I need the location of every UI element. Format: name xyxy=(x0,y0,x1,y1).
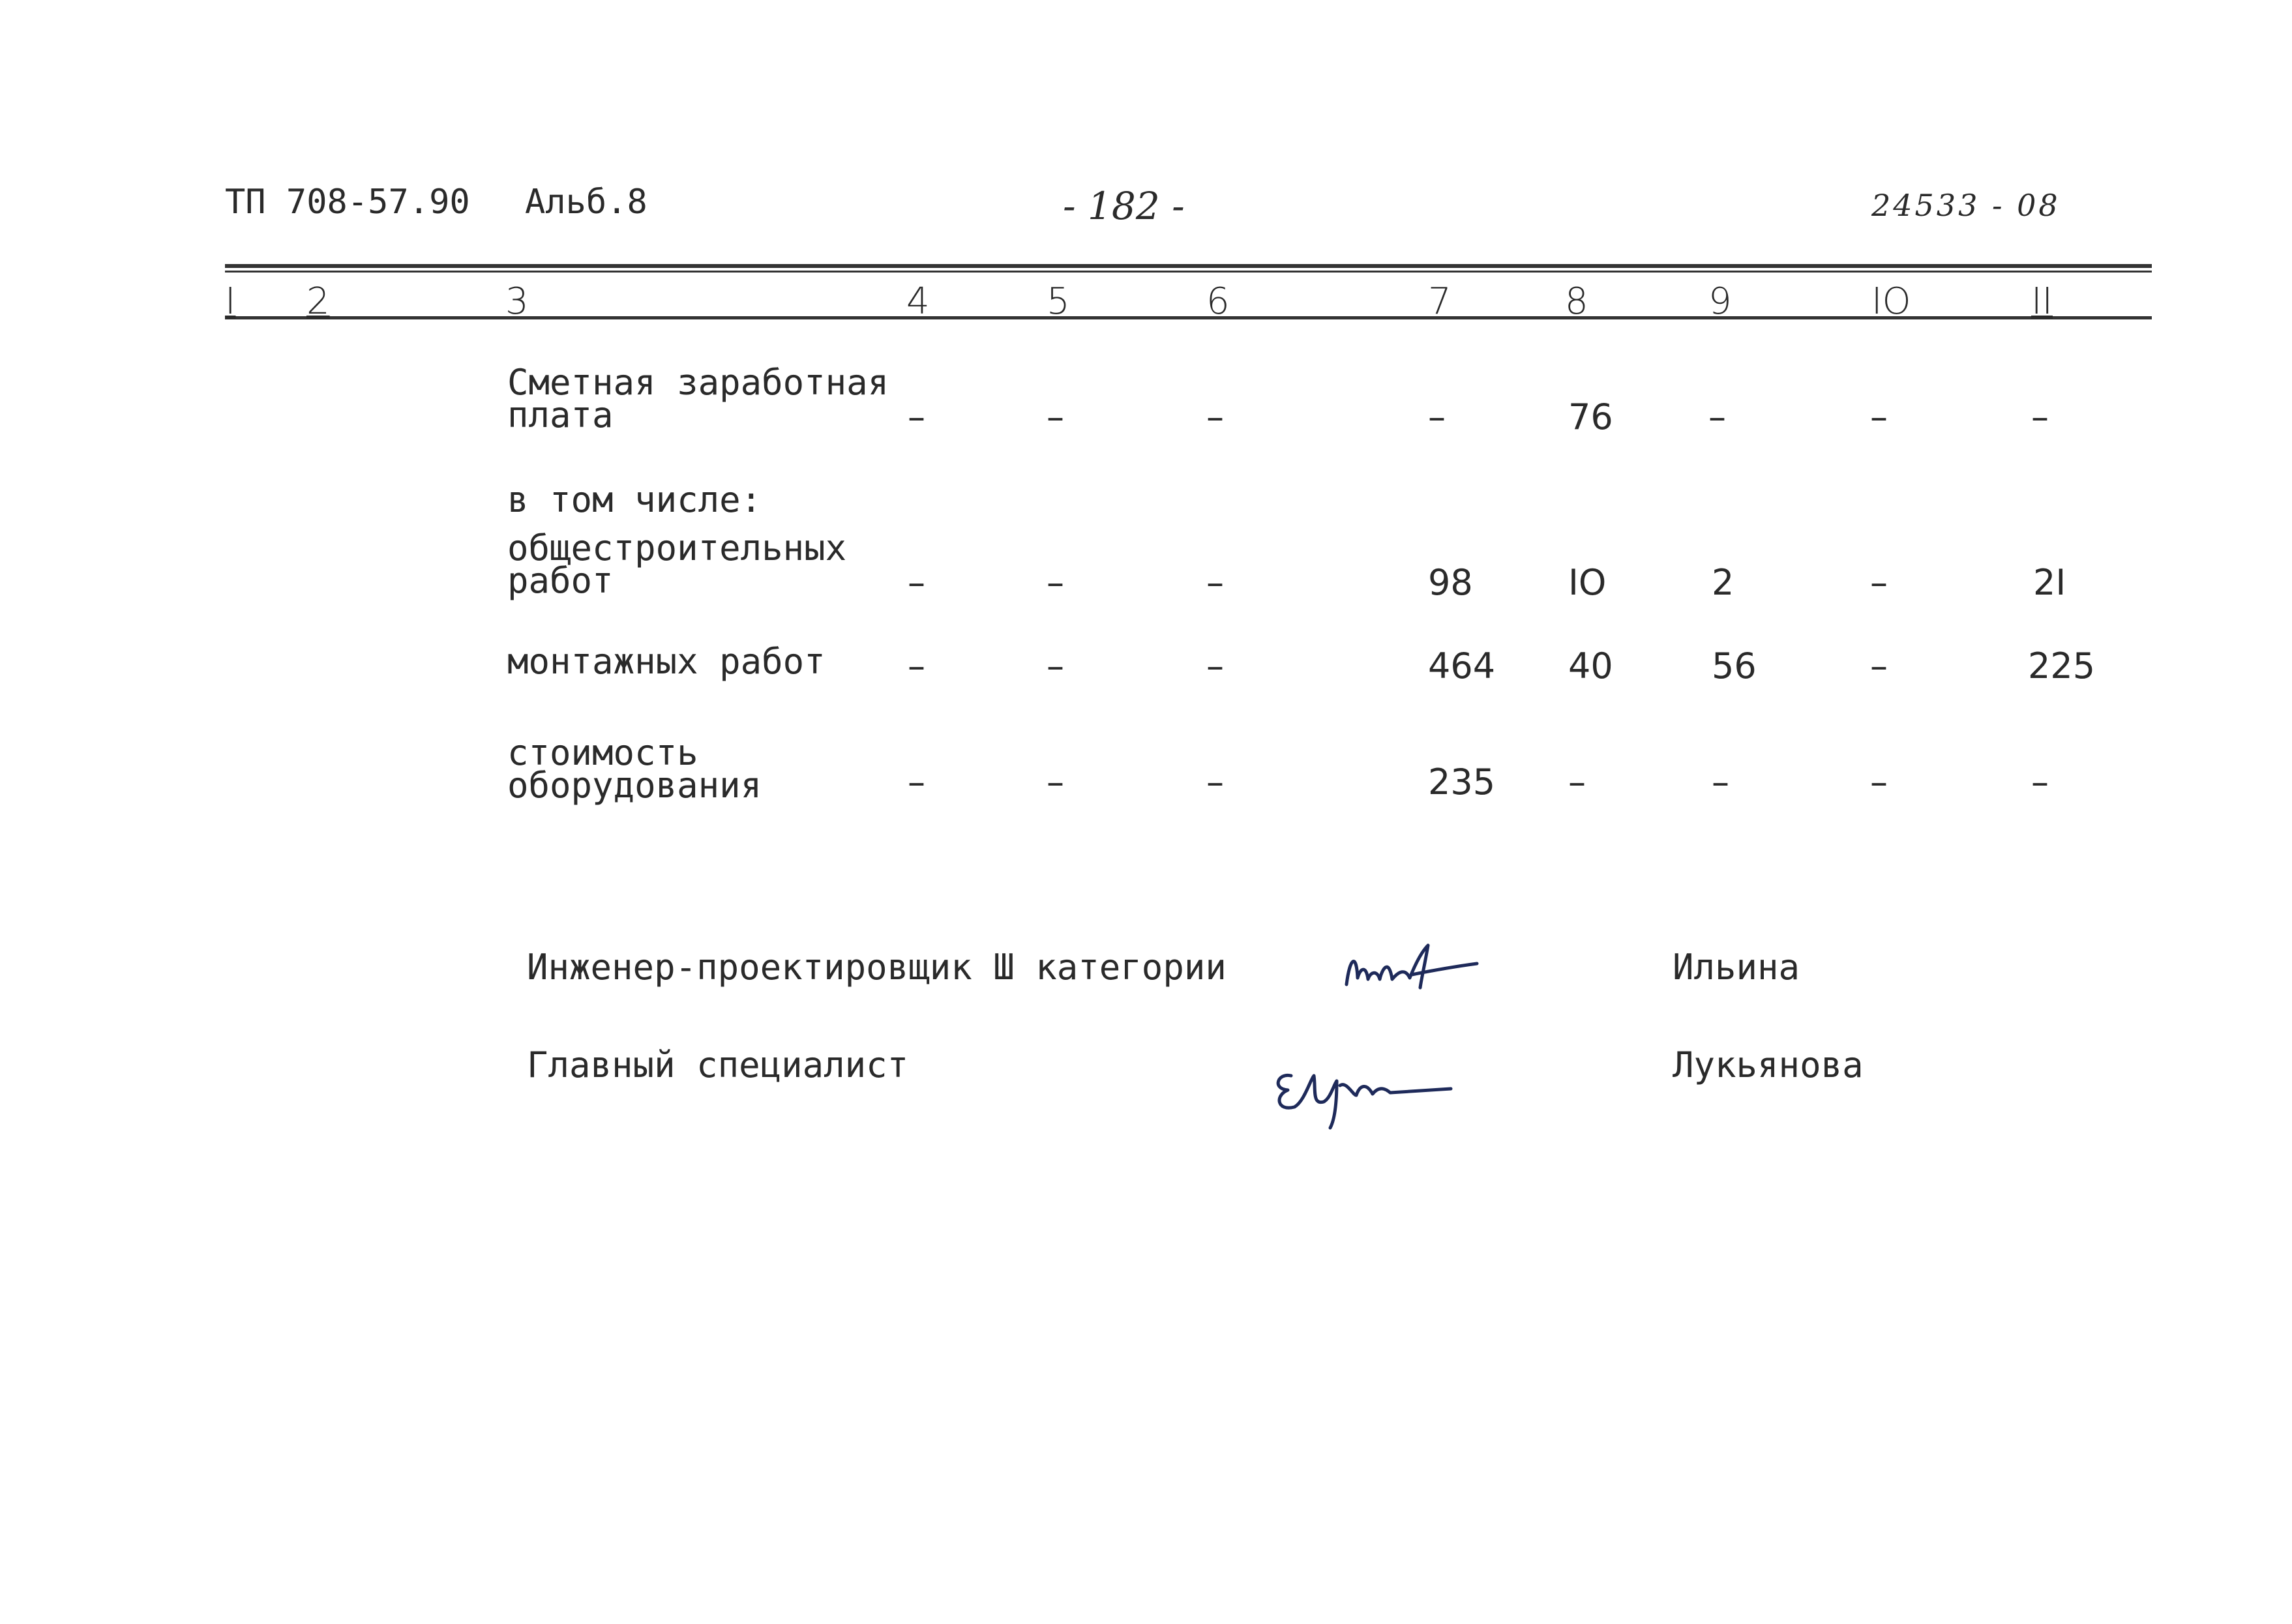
table-top-rule xyxy=(225,264,2152,268)
column-number-7: 7 xyxy=(1428,280,1451,323)
row-label-line: монтажных работ xyxy=(507,641,826,682)
column-number-2: 2 xyxy=(306,280,330,323)
cell: – xyxy=(1708,396,1726,437)
cell: – xyxy=(1047,645,1064,687)
row-label-equipment-cost xyxy=(507,732,762,806)
cell: – xyxy=(1870,562,1888,603)
cell: – xyxy=(1568,761,1586,803)
cell: – xyxy=(1870,645,1888,687)
signatory-title-engineer: Инженер-проектировщик Ш категории xyxy=(527,947,1227,988)
cell: – xyxy=(908,396,925,437)
cell: 464 xyxy=(1428,645,1496,687)
row-label-line: оборудования xyxy=(507,765,762,806)
row-label-line: работ xyxy=(507,560,614,601)
cell: – xyxy=(1047,396,1064,437)
cell: – xyxy=(1047,761,1064,803)
row-label-installation xyxy=(507,641,826,682)
cell: – xyxy=(1870,761,1888,803)
row-label-estimated-wages xyxy=(507,362,889,436)
cell: – xyxy=(2031,761,2049,803)
column-number-3: 3 xyxy=(505,280,529,323)
row-label-general-construction xyxy=(507,527,847,601)
cell: 40 xyxy=(1568,645,1613,687)
row-label-line: плата xyxy=(507,394,614,436)
row-label-line: Сметная заработная xyxy=(507,362,889,403)
row-label-line: стоимость xyxy=(507,732,698,773)
handwritten-signature-icon xyxy=(1265,1050,1454,1134)
column-number-10: IO xyxy=(1871,280,1911,323)
column-number-9: 9 xyxy=(1708,280,1732,323)
column-number-4: 4 xyxy=(906,280,930,323)
handwritten-signature-icon xyxy=(1337,932,1487,1004)
cell: 98 xyxy=(1428,562,1473,603)
cell: 225 xyxy=(2028,645,2096,687)
column-number-8: 8 xyxy=(1565,280,1588,323)
cell: 235 xyxy=(1428,761,1496,803)
cell: – xyxy=(908,645,925,687)
column-number-6: 6 xyxy=(1206,280,1230,323)
cell: – xyxy=(1206,645,1224,687)
signatory-name-engineer: Ильина xyxy=(1673,947,1800,988)
table-top-rule-thin xyxy=(225,271,2152,273)
cell: – xyxy=(1428,396,1446,437)
cell: – xyxy=(1047,562,1064,603)
cell: – xyxy=(1712,761,1729,803)
cell: – xyxy=(1206,562,1224,603)
cell: 2I xyxy=(2033,562,2066,603)
doc-reference: ТП 708-57.90 xyxy=(225,183,470,222)
cell: IO xyxy=(1568,562,1607,603)
cell: – xyxy=(908,761,925,803)
signatory-name-chief-specialist: Лукьянова xyxy=(1673,1044,1864,1085)
row-label-including xyxy=(507,479,762,520)
cell: – xyxy=(1870,396,1888,437)
row-label-line: в том числе: xyxy=(507,479,762,520)
signatory-title-chief-specialist: Главный специалист xyxy=(527,1044,909,1085)
column-number-5: 5 xyxy=(1047,280,1070,323)
cell: – xyxy=(1206,761,1224,803)
cell: – xyxy=(908,562,925,603)
cell: 2 xyxy=(1712,562,1734,603)
column-number-11: II xyxy=(2031,280,2053,323)
cell: 76 xyxy=(1568,396,1613,437)
row-label-line: общестроительных xyxy=(507,527,847,568)
cell: – xyxy=(2031,396,2049,437)
page-number: - 182 - xyxy=(1063,184,1185,228)
column-number-1: I xyxy=(225,280,236,323)
cell: – xyxy=(1206,396,1224,437)
document-code: 24533 - 08 xyxy=(1871,188,2061,223)
cell: 56 xyxy=(1712,645,1757,687)
album-label: Альб.8 xyxy=(525,183,647,222)
